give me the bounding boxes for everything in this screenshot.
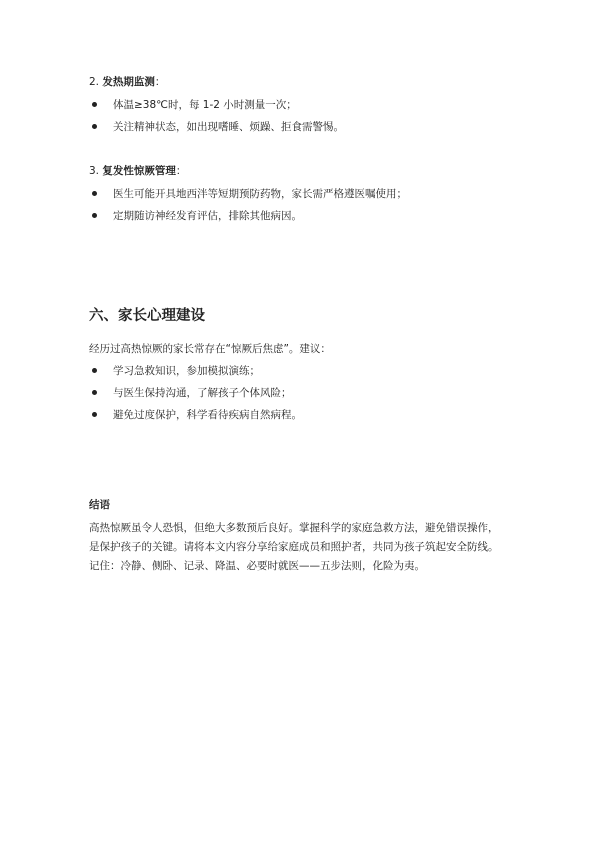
section-3-number: 3. (89, 165, 100, 177)
section-2-heading (89, 75, 165, 89)
conclusion-line: 记住：冷静、侧卧、记录、降温、必要时就医——五步法则，化险为夷。 (89, 560, 425, 572)
bullet-icon (92, 368, 97, 373)
list-item-text: 避免过度保护，科学看待疾病自然病程。 (113, 409, 302, 421)
section-2-title: 发热期监测 (102, 76, 155, 88)
list-item-text: 定期随访神经发育评估，排除其他病因。 (113, 210, 302, 222)
section-6-title: 六、家长心理建设 (89, 308, 205, 324)
section-6-intro: 经历过高热惊厥的家长常存在“惊厥后焦虑”。建议： (89, 343, 331, 355)
bullet-icon (92, 412, 97, 417)
list-item-text: 关注精神状态，如出现嗜睡、烦躁、拒食需警惕。 (113, 121, 344, 133)
conclusion-line: 是保护孩子的关键。请将本文内容分享给家庭成员和照护者，共同为孩子筑起安全防线。 (89, 541, 499, 553)
bullet-icon (92, 390, 97, 395)
section-3-colon: ： (175, 165, 187, 177)
list-item-text: 与医生保持沟通，了解孩子个体风险； (113, 387, 292, 399)
section-2-colon: ： (154, 76, 166, 88)
list-item-text: 医生可能开具地西泮等短期预防药物，家长需严格遵医嘱使用； (113, 188, 407, 200)
conclusion-title: 结语 (89, 499, 110, 511)
conclusion-line: 高热惊厥虽令人恐惧，但绝大多数预后良好。掌握科学的家庭急救方法，避免错误操作， (89, 522, 499, 534)
section-2-number: 2. (89, 76, 100, 88)
bullet-icon (92, 124, 97, 129)
list-item-text: 学习急救知识，参加模拟演练； (113, 365, 260, 377)
section-3-title: 复发性惊厥管理 (102, 165, 176, 177)
section-3-heading (89, 164, 186, 178)
bullet-icon (92, 213, 97, 218)
bullet-icon (92, 102, 97, 107)
list-item-text: 体温≥38℃时，每 1-2 小时测量一次； (113, 99, 297, 111)
bullet-icon (92, 191, 97, 196)
